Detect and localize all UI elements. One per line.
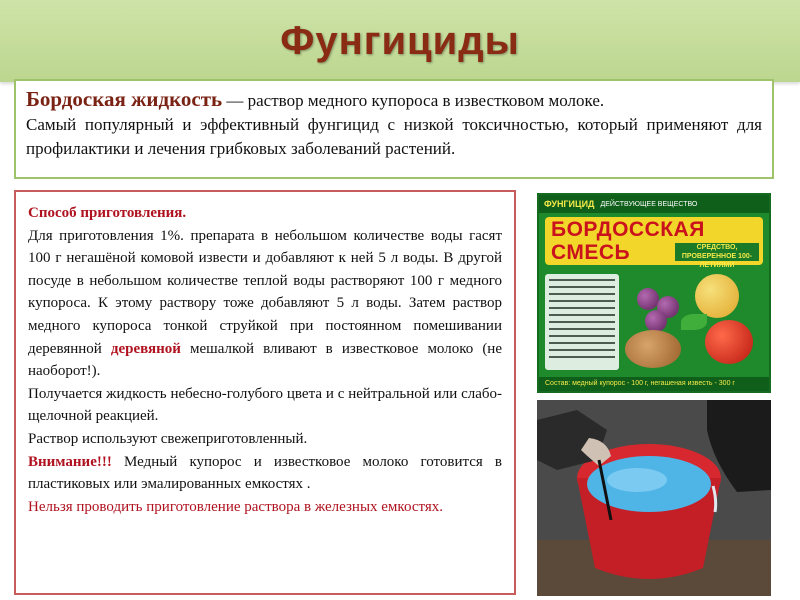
package-composition: Состав: медный купорос - 100 г, негашеная известь - 300 г	[539, 377, 769, 391]
grape-icon	[645, 310, 667, 332]
page-title: Фунгициды	[280, 18, 520, 63]
intro-definition	[26, 87, 762, 113]
product-package-image	[537, 193, 771, 393]
tomato-icon	[705, 320, 753, 364]
method-box	[14, 190, 516, 595]
warning-text: Медный купорос и известковое молоко готовится в пластиковых или эмалированных емкостях .	[28, 453, 502, 493]
leaf-icon	[681, 314, 707, 330]
package-name-line1: БОРДОССКАЯ	[551, 218, 705, 241]
potato-icon	[625, 330, 681, 368]
method-paragraph-2: Получается жидкость небесно-голубого цвета и с нейтральной или слабо-щелочной реакцией.	[28, 385, 502, 425]
method-typo-word: деревяной	[110, 340, 181, 357]
package-top-sub: ДЕЙСТВУЮЩЕЕ ВЕЩЕСТВО	[600, 200, 698, 208]
method-paragraph-3: Раствор используют свежеприготовленный.	[28, 430, 308, 447]
title-band	[0, 0, 800, 82]
package-text-block	[545, 274, 619, 370]
intro-definition-text: — раствор медного купороса в известковом молоке.	[222, 91, 605, 110]
intro-box	[14, 79, 774, 179]
method-paragraph-1	[28, 225, 502, 383]
intro-term: Бордоская жидкость	[26, 87, 223, 111]
warning-red-text: Нельзя проводить приготовление раствора в железных емкостях.	[28, 498, 443, 515]
method-heading: Способ приготовления.	[28, 205, 187, 221]
grape-icon	[637, 288, 659, 310]
package-name-line2: СМЕСЬ	[551, 241, 631, 264]
package-tagline: СРЕДСТВО, ПРОВЕРЕННОЕ 100-ЛЕТИЯМИ	[675, 243, 759, 261]
warning-label: Внимание!!!	[28, 453, 112, 470]
package-name-panel	[545, 217, 763, 269]
apple-icon	[695, 274, 739, 318]
solution-photo	[537, 400, 771, 596]
package-top-label: ФУНГИЦИД	[544, 199, 595, 209]
intro-description: Самый популярный и эффективный фунгицид с низкой токсичностью, который применяют для профилактики и лечения грибковых заболеваний растений.	[26, 115, 762, 158]
package-illustration	[545, 270, 765, 374]
package-top-strip	[539, 195, 769, 213]
warning-paragraph	[28, 451, 502, 496]
method-text-b: мешалкой вливают в известковое молоко (не наоборот!).	[28, 340, 502, 380]
solution-photo-svg	[537, 400, 771, 596]
method-text-a: Для приготовления 1%. препарата в небольшом количестве воды гасят 100 г негашёной комовой извести и добавляют к ней 5 л воды. В другой посуде в небольшом количестве теплой воды растворяют 100 г медного купороса. К этому раствору тоже добавляют 5 л воды. Затем раствор медного купороса тонкой струйкой при постоянном помешивании деревянной	[28, 227, 502, 357]
